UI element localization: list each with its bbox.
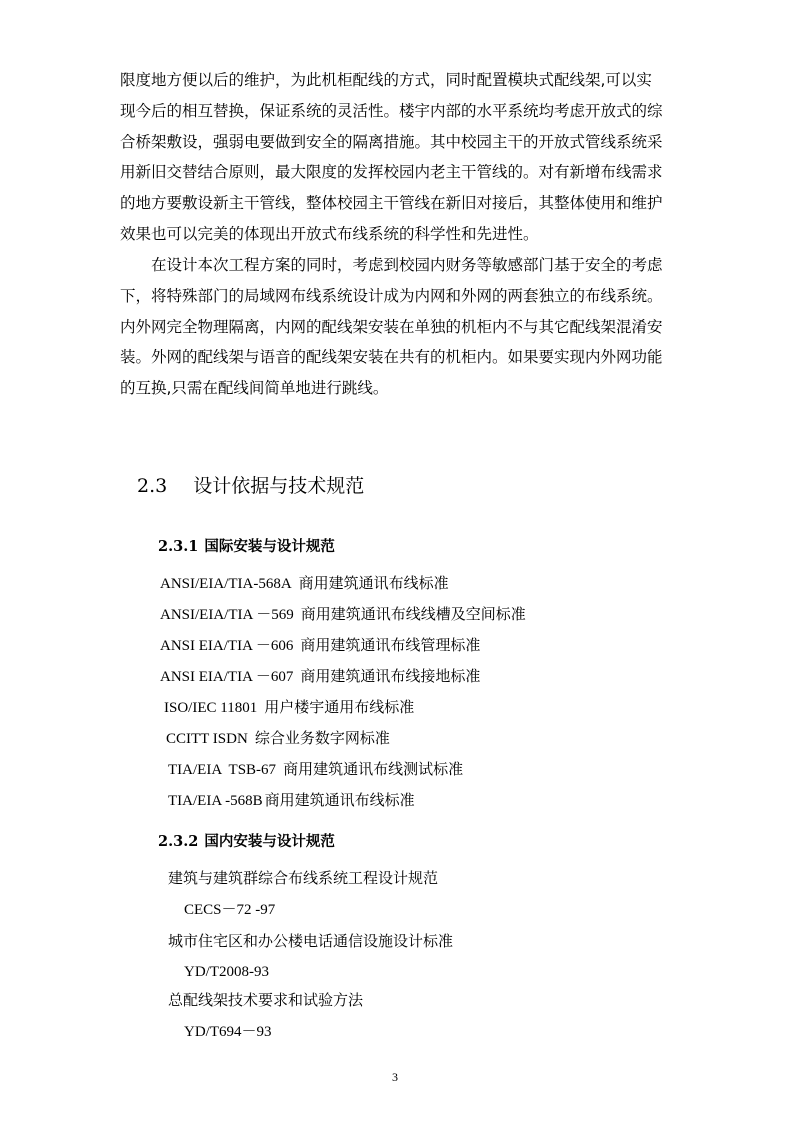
domestic-standard-code: CECS－72 -97 [184, 902, 276, 918]
domestic-standard-name: 总配线架技术要求和试验方法 [168, 991, 364, 1009]
standard-code: ANSI/EIA/TIA-568A [160, 576, 292, 592]
standard-code: TIA/EIA TSB-67 [168, 762, 277, 778]
standard-name: 商用建筑通讯布线测试标准 [283, 760, 464, 778]
standard-item [168, 757, 463, 782]
domestic-standard-code: YD/T2008-93 [184, 964, 269, 980]
paragraph-network-isolation [120, 250, 680, 404]
standard-item [160, 602, 526, 627]
domestic-standard-name: 城市住宅区和办公楼电话通信设施设计标准 [168, 932, 454, 950]
standard-name: 商用建筑通讯布线管理标准 [300, 636, 481, 654]
text-line: 内外网完全物理隔离，内网的配线架安装在单独的机柜内不与其它配线架混淆安 [120, 317, 663, 336]
text-line: 现今后的相互替换，保证系统的灵活性。楼宇内部的水平系统均考虑开放式的综 [120, 101, 663, 120]
text-line: 的互换,只需在配线间简单地进行跳线。 [120, 379, 389, 398]
subsection-title: 国内安装与设计规范 [204, 834, 335, 850]
standard-item [160, 664, 480, 689]
standard-code: ANSI EIA/TIA －607 [160, 669, 294, 685]
text-line: 的地方要敷设新主干管线，整体校园主干管线在新旧对接后，其整体使用和维护 [120, 194, 663, 213]
text-line: 在设计本次工程方案的同时，考虑到校园内财务等敏感部门基于安全的考虑 [151, 256, 663, 274]
standard-name: 用户楼宇通用布线标准 [264, 698, 415, 716]
domestic-standard-code: YD/T694－93 [184, 1024, 272, 1040]
subsection-heading-international [158, 535, 335, 559]
standard-item [168, 788, 415, 813]
text-line: 合桥架敷设，强弱电要做到安全的隔离措施。其中校园主干的开放式管线系统采 [120, 132, 663, 151]
text-line: 用新旧交替结合原则，最大限度的发挥校园内老主干管线的。对有新增布线需求 [120, 163, 663, 182]
standard-code: CCITT ISDN [166, 731, 248, 747]
standard-code: TIA/EIA -568B [168, 793, 263, 809]
domestic-standard-name: 建筑与建筑群综合布线系统工程设计规范 [168, 869, 439, 887]
text-line: 效果也可以完美的体现出开放式布线系统的科学性和先进性。 [120, 224, 539, 243]
standard-name: 综合业务数字网标准 [254, 729, 390, 747]
standard-name: 商用建筑通讯布线标准 [264, 791, 415, 809]
text-line: 下，将特殊部门的局域网布线系统设计成为内网和外网的两套独立的布线系统。 [120, 286, 663, 305]
paragraph-continuation [120, 65, 680, 250]
standard-code: ISO/IEC 11801 [164, 700, 258, 716]
standard-item [164, 695, 414, 720]
subsection-number: 2.3.1 [158, 538, 199, 555]
standard-name: 商用建筑通讯布线线槽及空间标准 [300, 605, 526, 623]
text-line: 限度地方便以后的维护，为此机柜配线的方式，同时配置模块式配线架,可以实 [120, 71, 652, 89]
standard-item [166, 726, 390, 751]
standard-name: 商用建筑通讯布线接地标准 [300, 667, 481, 685]
subsection-number: 2.3.2 [158, 833, 199, 850]
section-title: 设计依据与技术规范 [193, 475, 365, 497]
page-number: 3 [392, 1070, 398, 1084]
standard-code: ANSI EIA/TIA －606 [160, 638, 294, 654]
standard-item [160, 633, 480, 658]
standard-item [160, 571, 449, 596]
subsection-heading-domestic [158, 830, 335, 854]
standard-name: 商用建筑通讯布线标准 [298, 574, 449, 592]
subsection-title: 国际安装与设计规范 [204, 539, 335, 555]
section-heading [137, 472, 364, 500]
standard-code: ANSI/EIA/TIA －569 [160, 607, 294, 623]
text-line: 装。外网的配线架与语音的配线架安装在共有的机柜内。如果要实现内外网功能 [120, 348, 663, 367]
section-number: 2.3 [137, 475, 168, 497]
